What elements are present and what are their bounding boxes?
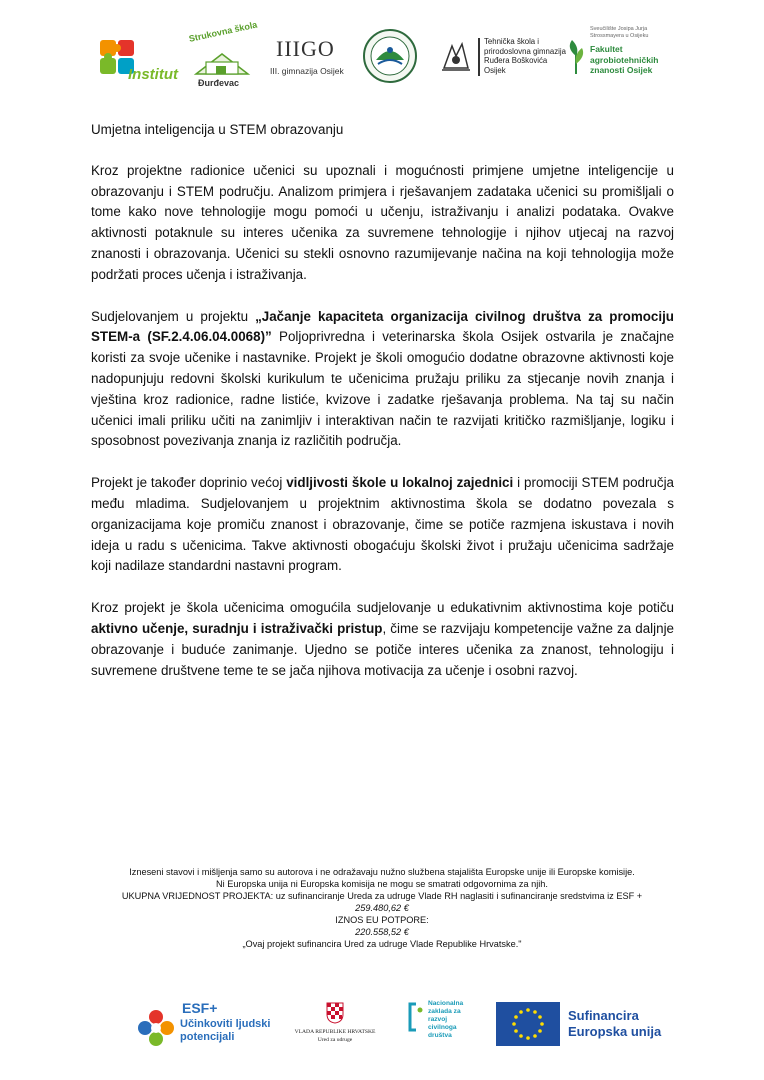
strukovna-skola-logo	[188, 19, 259, 90]
p2-post: Poljoprivredna i veterinarska škola Osijek ostvarila je značajne koristi za svoje učenike i nastavnike. Projekt je školi omogućio dodatne obrazovne aktivnosti koje nadopunjuju redovni školski kurikulum te učenicima pružaju priliku za stjecanje novih znanja i vještina kroz radionice, radne listiće, kvizove i zadatke rješavanja problema. Na taj su način učenici imali priliku učiti na zanimljiv i interaktivan način te razvijati kritičko razmišljanje, logiku i sposobnost povezivanja znanja iz različitih područja.	[91, 329, 675, 449]
zaklada-bracket-icon	[406, 1002, 426, 1032]
fazos-line1: Fakultet	[590, 44, 623, 54]
esf-logo	[136, 1000, 276, 1052]
boskovic-line1: Tehnička škola i	[484, 37, 540, 46]
eu-flag-icon	[496, 1002, 560, 1046]
header-logos	[90, 19, 680, 92]
building-icon	[192, 46, 252, 76]
leaf-icon	[566, 40, 586, 74]
esf-line2: potencijali	[180, 1031, 235, 1043]
zaklada-line2: zaklada za	[428, 1008, 461, 1015]
fazos-small1: Sveučilište Josipa Jurja	[590, 26, 648, 32]
project-name-bold: „Jačanje kapaciteta organizacija civilnog društva za promociju STEM-a (SF.2.4.06.04.0068)”	[91, 308, 674, 345]
fazos-logo	[566, 26, 678, 88]
eu-line1: Sufinancira	[568, 1008, 639, 1023]
boskovic-line4: Osijek	[484, 65, 506, 75]
seal-logo	[362, 28, 418, 84]
gimnazija-mark: IIIGO	[276, 36, 335, 61]
disclaimer-line1: Izneseni stavovi i mišljenja samo su autorova i ne odražavaju nužno službena stajališta Europske unije ili Europske komisije.	[129, 867, 635, 877]
strukovna-bottom-label: Đurđevac	[198, 78, 240, 88]
gimnazija-logo	[270, 36, 348, 86]
zaklada-line3: razvoj	[428, 1016, 448, 1023]
vlada-logo	[280, 1000, 390, 1052]
boskovic-line2: prirodoslovna gimnazija	[484, 46, 566, 56]
p4-post: , čime se razvijaju kompetencije važne za daljnje obrazovanje i buduće zanimanje. Ujedno se potiče interes učenika za znanost, tehnologiju i suvremene društvene teme te se jača njihova motivacija za učenje i osobni razvoj.	[91, 620, 674, 678]
institut-label: Institut	[128, 66, 178, 83]
seal-icon	[362, 28, 418, 84]
paragraph-3	[91, 473, 674, 577]
coat-of-arms-icon	[326, 1002, 344, 1024]
eu-support-label: IZNOS EU POTPORE:	[335, 915, 429, 925]
footer-logos	[130, 1000, 670, 1060]
p3-post: i promociji STEM područja među mladima. Sudjelovanjem u projektnim aktivnostima škola se dodatno povezala s organizacijama koje promiču znanost i obrazovanje, čime se potiče razmjena iskustava i novih ideja u radu s učenicima. Takve aktivnosti obogaćuju školski život i pružaju učenicima sadržaje koji nadilaze standardni nastavni program.	[91, 475, 674, 574]
active-learning-bold: aktivno učenje, suradnju i istraživački pristup	[91, 620, 383, 636]
cofinancing-statement: „Ovaj projekt sufinancira Ured za udruge Vlade Republike Hrvatske."	[242, 939, 522, 949]
fazos-small2: Strossmayera u Osijeku	[590, 33, 649, 39]
vlada-line1: VLADA REPUBLIKE HRVATSKE	[294, 1029, 376, 1035]
project-value-amount: 259.480,62 €	[355, 903, 409, 913]
p4-pre: Kroz projekt je škola učenicima omogućila sudjelovanje u edukativnim aktivnostima koje potiču	[91, 600, 674, 616]
paragraph-2	[91, 307, 674, 453]
disclaimer-line2: Ni Europska unija ni Europska komisija ne mogu se smatrati odgovornima za njih.	[216, 879, 548, 889]
esf-flower-icon	[136, 1008, 176, 1048]
p3-pre: Projekt je također doprinio većoj	[91, 475, 287, 491]
zaklada-line4: civilnoga	[428, 1024, 457, 1031]
zaklada-logo	[406, 1000, 486, 1052]
p2-pre: Sudjelovanjem u projektu	[91, 308, 256, 324]
paragraph-1: Kroz projektne radionice učenici su upoznali i mogućnosti primjene umjetne inteligencije u obrazovanju i STEM području. Analizom primjera i rješavanjem zadataka učenici su promišljali o tome kako nove tehnologije mogu pomoći u učenju, istraživanju i analizi podataka. Ovakve aktivnosti potaknule su interes učenika za suvremene tehnologije i njihov utjecaj na razvoj znanosti i obrazovanja. Učenici su stekli osnovno razumijevanje načina na koji tehnologija može podržati proces učenja i istraživanja.	[91, 162, 674, 282]
boskovic-logo	[438, 34, 566, 84]
paragraph-4	[91, 598, 674, 681]
eu-support-amount: 220.558,52 €	[355, 927, 409, 937]
vlada-line2: Ured za udruge	[317, 1037, 353, 1043]
gimnazija-name: III. gimnazija Osijek	[270, 66, 344, 76]
eu-logo	[496, 1002, 670, 1052]
visibility-bold: vidljivosti škole u lokalnoj zajednici	[286, 475, 514, 491]
fazos-line2: agrobiotehničkih	[590, 54, 659, 65]
fazos-line3: znanosti Osijek	[590, 65, 653, 75]
zaklada-line5: društva	[428, 1032, 452, 1039]
strukovna-top-label: Strukovna škola	[188, 19, 259, 44]
zaklada-line1: Nacionalna	[428, 1000, 464, 1007]
funding-footer	[80, 866, 684, 950]
document-body	[91, 120, 674, 702]
document-title: Umjetna inteligencija u STEM obrazovanju	[91, 122, 344, 137]
esf-mark: ESF+	[182, 1000, 218, 1016]
institut-logo	[98, 38, 186, 88]
eu-line2: Europska unija	[568, 1024, 662, 1039]
esf-line1: Učinkoviti ljudski	[180, 1018, 271, 1030]
project-value-line: UKUPNA VRIJEDNOST PROJEKTA: uz sufinanciranje Ureda za udruge Vlade RH naglasiti i sufinanciranje sredstvima iz ESF +	[121, 891, 643, 901]
boskovic-line3: Ruđera Boškovića	[484, 56, 548, 65]
science-emblem-icon	[438, 38, 474, 74]
